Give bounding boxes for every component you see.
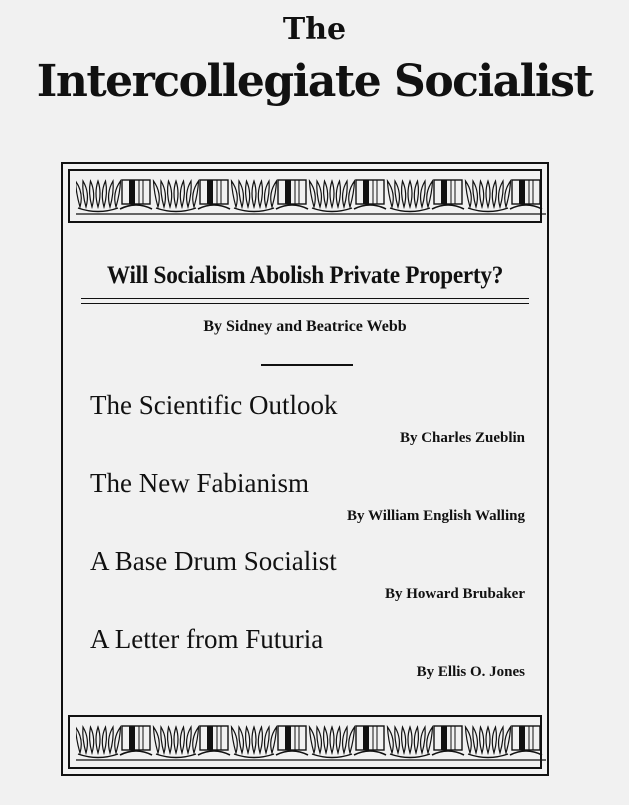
- leaf-ornament: [480, 727, 484, 753]
- contents-panel: [63, 230, 547, 708]
- ribbon-bar: [451, 180, 455, 204]
- leaf-ornament: [232, 181, 238, 207]
- leaf-ornament: [427, 181, 433, 207]
- ribbon-bar: [285, 180, 291, 204]
- masthead-the: The: [282, 12, 347, 47]
- ornamental-border-top: [68, 169, 542, 223]
- leaf-ornament: [486, 727, 490, 753]
- leaf-ornament: [473, 727, 478, 753]
- swag-ornament: [354, 751, 386, 755]
- swag-ornament: [276, 205, 308, 209]
- leaf-ornament: [310, 727, 316, 753]
- leaf-ornament: [466, 181, 472, 207]
- ornament-top: [76, 177, 546, 217]
- swag-ornament: [432, 205, 464, 209]
- ribbon-bar: [363, 180, 369, 204]
- leaf-ornament: [102, 181, 106, 207]
- leaf-ornament: [414, 727, 418, 753]
- leaf-ornament: [246, 181, 250, 207]
- ribbon-block: [122, 180, 150, 204]
- swag-ornament: [354, 205, 386, 209]
- leaf-ornament: [271, 727, 277, 753]
- article-title: A Letter from Futuria: [90, 624, 324, 654]
- ribbon-block: [356, 180, 384, 204]
- ornament-bottom: [76, 723, 546, 763]
- swag-ornament: [510, 205, 542, 209]
- ribbon-bar: [285, 726, 291, 750]
- leaf-ornament: [109, 181, 114, 207]
- leaf-ornament: [90, 181, 94, 207]
- leaf-ornament: [336, 181, 340, 207]
- ribbon-bar: [295, 180, 299, 204]
- leaf-ornament: [187, 181, 192, 207]
- leaf-ornament: [408, 727, 412, 753]
- leaf-ornament: [324, 727, 328, 753]
- swag-ornament: [198, 751, 230, 755]
- leaf-ornament: [239, 727, 244, 753]
- leaf-ornament: [492, 727, 496, 753]
- leaf-ornament: [466, 727, 472, 753]
- leaf-ornament: [83, 181, 88, 207]
- leaf-ornament: [427, 727, 433, 753]
- article-title: A Base Drum Socialist: [90, 546, 337, 576]
- leaf-ornament: [265, 181, 270, 207]
- ornamental-border-bottom: [68, 715, 542, 769]
- leaf-ornament: [317, 727, 322, 753]
- swag-ornament: [120, 205, 152, 209]
- separator-rule: [261, 364, 353, 366]
- leaf-ornament: [349, 727, 355, 753]
- leaf-ornament: [193, 727, 199, 753]
- ribbon-block: [278, 180, 306, 204]
- leaf-ornament: [109, 727, 114, 753]
- leaf-ornament: [161, 727, 166, 753]
- ribbon-block: [200, 726, 228, 750]
- ribbon-bar: [217, 726, 221, 750]
- leaf-ornament: [271, 181, 277, 207]
- leaf-ornament: [349, 181, 355, 207]
- leaf-ornament: [343, 181, 348, 207]
- ribbon-bar: [519, 726, 525, 750]
- masthead-title: Intercollegiate Socialist: [36, 56, 593, 107]
- leaf-ornament: [161, 181, 166, 207]
- leaf-ornament: [193, 181, 199, 207]
- leaf-ornament: [408, 181, 412, 207]
- ribbon-block: [356, 726, 384, 750]
- ribbon-block: [200, 180, 228, 204]
- leaf-ornament: [154, 727, 160, 753]
- leaf-ornament: [480, 181, 484, 207]
- leaf-ornament: [336, 727, 340, 753]
- leaf-ornament: [174, 181, 178, 207]
- article-byline: By Charles Zueblin: [399, 430, 525, 446]
- contents-frame: [61, 162, 549, 776]
- article-byline: By Ellis O. Jones: [416, 664, 525, 680]
- leaf-ornament: [310, 181, 316, 207]
- leaf-ornament: [324, 181, 328, 207]
- leaf-ornament: [232, 727, 238, 753]
- ribbon-bar: [529, 726, 533, 750]
- leaf-ornament: [486, 181, 490, 207]
- ribbon-bar: [207, 726, 213, 750]
- ribbon-block: [512, 726, 540, 750]
- leaf-ornament: [492, 181, 496, 207]
- ribbon-bar: [217, 180, 221, 204]
- leaf-ornament: [76, 727, 81, 753]
- leaf-ornament: [388, 727, 394, 753]
- swag-ornament: [510, 751, 542, 755]
- article-byline: By Howard Brubaker: [384, 586, 525, 602]
- lead-article-byline: By Sidney and Beatrice Webb: [203, 318, 407, 335]
- ribbon-bar: [529, 180, 533, 204]
- leaf-ornament: [76, 181, 81, 207]
- leaf-ornament: [395, 181, 400, 207]
- swag-ornament: [198, 205, 230, 209]
- leaf-ornament: [115, 727, 121, 753]
- ribbon-bar: [363, 726, 369, 750]
- swag-ornament: [432, 751, 464, 755]
- leaf-ornament: [102, 727, 106, 753]
- ribbon-block: [512, 180, 540, 204]
- article-byline: By William English Walling: [347, 508, 525, 524]
- leaf-ornament: [168, 727, 172, 753]
- leaf-ornament: [505, 181, 511, 207]
- title-underline: [81, 298, 529, 304]
- article-title: The New Fabianism: [90, 468, 309, 498]
- ribbon-bar: [441, 726, 447, 750]
- leaf-ornament: [115, 181, 121, 207]
- ribbon-bar: [441, 180, 447, 204]
- ribbon-bar: [139, 726, 143, 750]
- leaf-ornament: [402, 181, 406, 207]
- leaf-ornament: [265, 727, 270, 753]
- ribbon-bar: [129, 726, 135, 750]
- leaf-ornament: [168, 181, 172, 207]
- leaf-ornament: [330, 181, 334, 207]
- leaf-ornament: [187, 727, 192, 753]
- leaf-ornament: [246, 727, 250, 753]
- ribbon-block: [434, 726, 462, 750]
- leaf-ornament: [388, 181, 394, 207]
- ribbon-block: [122, 726, 150, 750]
- leaf-ornament: [395, 727, 400, 753]
- leaf-ornament: [402, 727, 406, 753]
- leaf-ornament: [252, 727, 256, 753]
- ribbon-bar: [139, 180, 143, 204]
- swag-ornament: [276, 751, 308, 755]
- ribbon-block: [434, 180, 462, 204]
- leaf-ornament: [96, 727, 100, 753]
- leaf-ornament: [421, 181, 426, 207]
- leaf-ornament: [90, 727, 94, 753]
- leaf-ornament: [343, 727, 348, 753]
- leaf-ornament: [83, 727, 88, 753]
- leaf-ornament: [174, 727, 178, 753]
- leaf-ornament: [499, 181, 504, 207]
- ribbon-bar: [129, 180, 135, 204]
- leaf-ornament: [499, 727, 504, 753]
- leaf-ornament: [421, 727, 426, 753]
- ribbon-bar: [295, 726, 299, 750]
- leaf-ornament: [317, 181, 322, 207]
- leaf-ornament: [414, 181, 418, 207]
- swag-ornament: [120, 751, 152, 755]
- leaf-ornament: [239, 181, 244, 207]
- article-title: The Scientific Outlook: [90, 390, 338, 420]
- leaf-ornament: [180, 727, 184, 753]
- leaf-ornament: [154, 181, 160, 207]
- leaf-ornament: [96, 181, 100, 207]
- leaf-ornament: [505, 727, 511, 753]
- ribbon-bar: [373, 726, 377, 750]
- leaf-ornament: [258, 181, 262, 207]
- leaf-ornament: [258, 727, 262, 753]
- ribbon-block: [278, 726, 306, 750]
- ribbon-bar: [451, 726, 455, 750]
- lead-article-title: Will Socialism Abolish Private Property?: [106, 262, 504, 289]
- ribbon-bar: [373, 180, 377, 204]
- ribbon-bar: [519, 180, 525, 204]
- ribbon-bar: [207, 180, 213, 204]
- leaf-ornament: [330, 727, 334, 753]
- leaf-ornament: [252, 181, 256, 207]
- leaf-ornament: [180, 181, 184, 207]
- leaf-ornament: [473, 181, 478, 207]
